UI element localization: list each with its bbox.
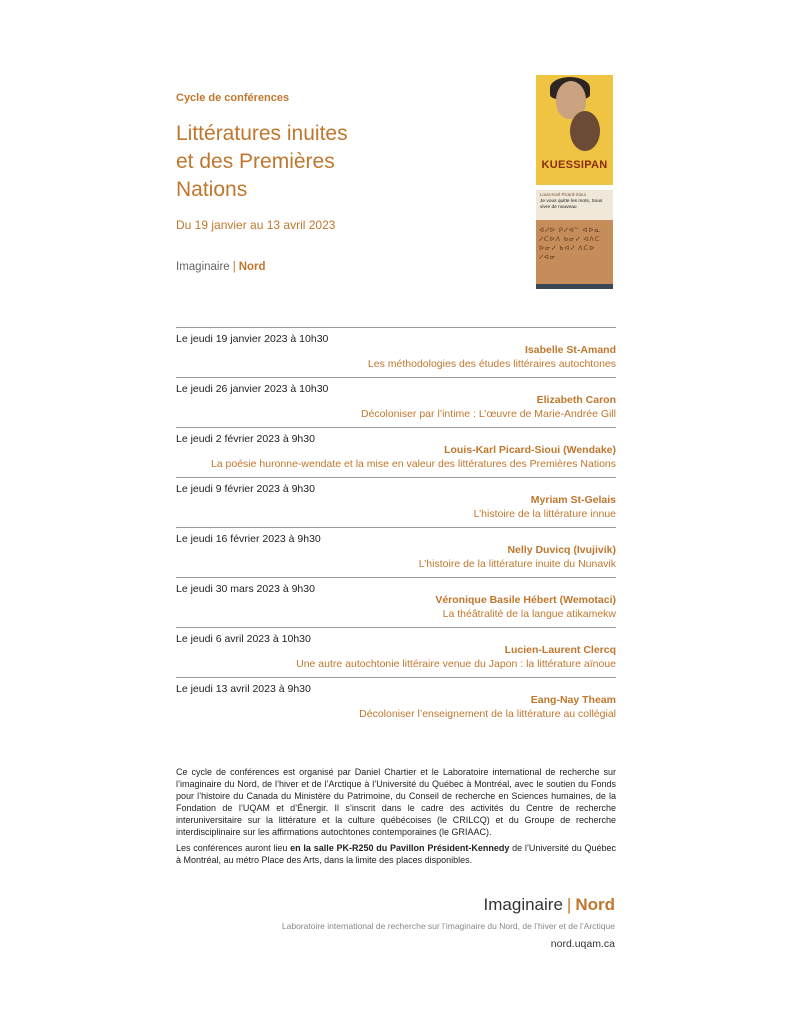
venue-text: Les conférences auront lieu — [176, 843, 291, 853]
event-talk-title: L’histoire de la littérature inuite du Nunavik — [418, 558, 616, 570]
event-date: Le jeudi 16 février 2023 à 9h30 — [176, 533, 321, 545]
venue-text: de l’Université du Québec à Montréal, au métro Place des Arts, dans la limite des places disponibles. — [176, 843, 616, 866]
event-list — [176, 327, 616, 727]
brand-logo-footer — [484, 895, 615, 915]
event-date: Le jeudi 13 avril 2023 à 9h30 — [176, 683, 311, 695]
event-speaker: Myriam St-Gelais — [530, 494, 616, 506]
date-range: Du 19 janvier au 13 avril 2023 — [176, 218, 336, 232]
book-cover-poetry — [536, 190, 613, 289]
event-talk-title: Une autre autochtonie littéraire venue du Japon : la littérature aïnoue — [296, 658, 616, 670]
event-date: Le jeudi 19 janvier 2023 à 10h30 — [176, 333, 329, 345]
event-talk-title: Les méthodologies des études littéraires autochtones — [367, 358, 616, 370]
brand-separator: | — [232, 261, 236, 273]
event-row — [176, 677, 616, 727]
event-row — [176, 427, 616, 477]
event-talk-title: La poésie huronne-wendate et la mise en valeur des littératures des Premières Nations — [210, 458, 616, 470]
event-speaker: Isabelle St-Amand — [524, 344, 616, 356]
book-author: Louis-Karl Picard-Sioui — [540, 192, 586, 197]
event-date: Le jeudi 9 février 2023 à 9h30 — [176, 483, 315, 495]
cover-footer-band — [536, 284, 613, 289]
venue-location: en la salle PK-R250 du Pavillon Président-Kennedy — [290, 843, 510, 853]
brand-name: Imaginaire — [483, 895, 563, 914]
event-speaker: Eang-Nay Theam — [530, 694, 616, 706]
event-date: Le jeudi 6 avril 2023 à 10h30 — [176, 633, 311, 645]
event-talk-title: L’histoire de la littérature innue — [473, 508, 616, 520]
book-title: Je vous quitte les mots, Sous vivre de nouveau — [540, 199, 603, 210]
title-line: Littératures inuites — [176, 122, 348, 145]
book-cover-kuessipan — [536, 75, 613, 185]
portrait-face-second — [570, 111, 600, 151]
event-talk-title: Décoloniser par l’intime : L’œuvre de Marie-Andrée Gill — [360, 408, 616, 420]
lab-description: Laboratoire international de recherche sur l’imaginaire du Nord, de l’hiver et de l’Arctique — [281, 921, 615, 931]
event-speaker: Véronique Basile Hébert (Wemotaci) — [435, 594, 616, 606]
brand-name: Imaginaire — [176, 261, 230, 273]
event-row — [176, 577, 616, 627]
event-date: Le jeudi 2 février 2023 à 9h30 — [176, 433, 315, 445]
event-speaker: Lucien-Laurent Clercq — [504, 644, 616, 656]
event-speaker: Nelly Duvicq (Ivujivik) — [507, 544, 616, 556]
series-label: Cycle de conférences — [176, 92, 290, 104]
organizer-paragraph: Ce cycle de conférences est organisé par Daniel Chartier et le Laboratoire international de recherche sur l’imaginaire du Nord, de l’hiver et de l’Arctique à l’Université du Québec à Montréal, avec le soutien du Fonds pour l’histoire du Canada du Ministère du Patrimoine, du Conseil de recherche en Sciences humaines, de la Fondation de l’UQAM et d’Énergir. Il s’inscrit dans le cadre des activités du Centre de recherche interuniversitaire sur la littérature et la culture québécoises (le CRILCQ) et du Groupe de recherche interdisciplinaire sur les affirmations autochtones contemporaines (le GRIAAC). — [176, 767, 616, 838]
event-row — [176, 377, 616, 427]
book-title: KUESSIPAN — [541, 159, 608, 171]
brand-accent: Nord — [238, 261, 266, 273]
brand-logo-small — [176, 261, 266, 273]
event-row — [176, 627, 616, 677]
event-row — [176, 327, 616, 377]
event-date: Le jeudi 30 mars 2023 à 9h30 — [176, 583, 315, 595]
event-talk-title: La théâtralité de la langue atikamekw — [442, 608, 616, 620]
syllabic-script-decoration: ᐊᓯᐅ ᑭᓯᐊᓪ ᐊᐅᓇ ᓯᑕᐅᐱ ᑲᓂᓯ ᐊᐱᑕ ᐅᓂᓯ ᑲᐊᓯ ᐱᑕᐅ ᓯᐊᓂ — [539, 227, 601, 261]
title-line: et des Premières — [176, 150, 335, 173]
event-speaker: Elizabeth Caron — [536, 394, 616, 406]
website-link[interactable]: nord.uqam.ca — [550, 938, 615, 950]
event-row — [176, 477, 616, 527]
event-row — [176, 527, 616, 577]
event-speaker: Louis-Karl Picard-Sioui (Wendake) — [444, 444, 616, 456]
brand-accent: Nord — [575, 895, 615, 914]
page-title — [176, 120, 348, 204]
event-date: Le jeudi 26 janvier 2023 à 10h30 — [176, 383, 329, 395]
event-talk-title: Décoloniser l’enseignement de la littérature au collégial — [359, 708, 616, 720]
title-line: Nations — [176, 178, 248, 201]
venue-paragraph — [176, 842, 616, 866]
brand-separator: | — [566, 895, 572, 914]
